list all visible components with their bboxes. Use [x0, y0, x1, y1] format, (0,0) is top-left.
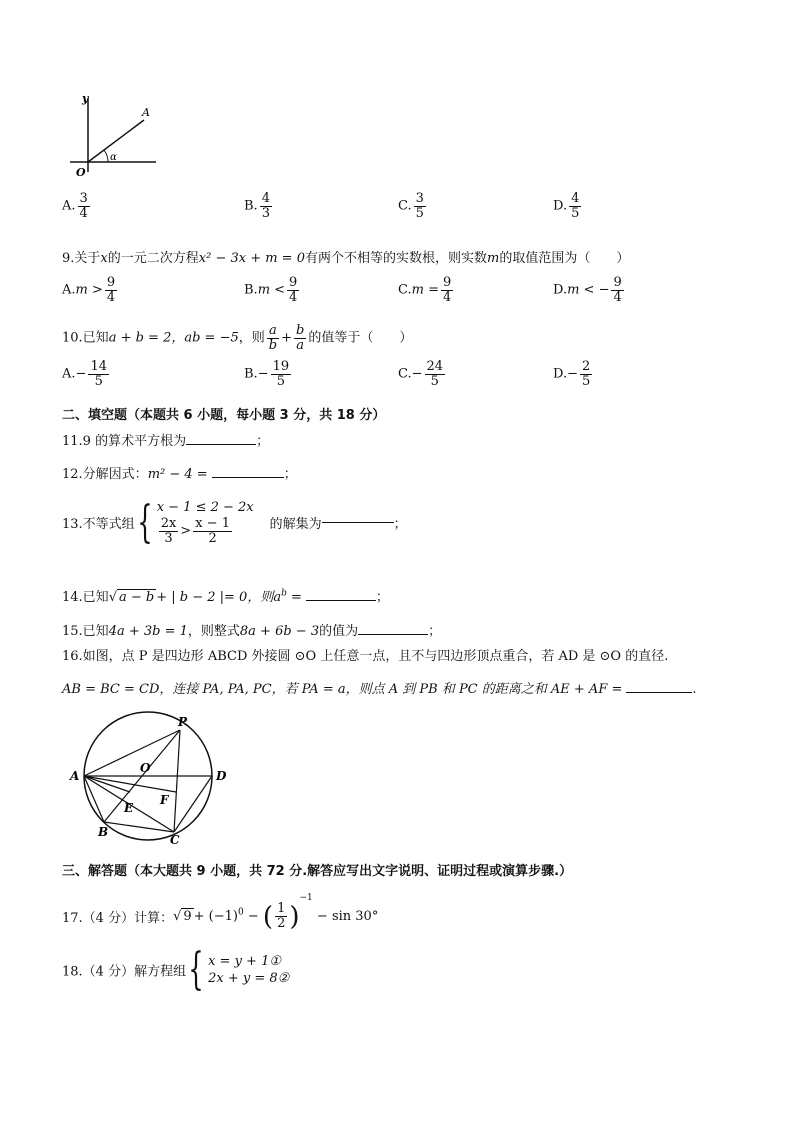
segment-cp — [174, 730, 180, 832]
label-b: B — [98, 825, 109, 839]
q9-option-c[interactable]: C.m = $\frac{9}{4}$ — [398, 275, 452, 305]
segment-ap — [84, 730, 180, 776]
q15-answer-blank[interactable] — [358, 634, 428, 635]
alpha-label: α — [110, 152, 117, 163]
label-o: O — [140, 761, 151, 775]
q11-answer-blank[interactable] — [186, 444, 256, 445]
q14-answer-blank[interactable] — [306, 600, 376, 601]
q13-answer-blank[interactable] — [322, 522, 394, 523]
circle-figure — [64, 712, 227, 847]
label-p: P — [178, 715, 188, 729]
section3-title: 三、解答题（本大题共 9 小题，共 72 分.解答应写出文字说明、证明过程或演算步骤.） — [62, 864, 573, 879]
q14: 14.已知√ a − b + | b − 2 |= 0，则$a^b$ = ； — [62, 588, 389, 605]
q8-option-c[interactable]: C. $\frac{3}{5}$ — [398, 191, 424, 221]
q8-option-b[interactable]: B. $\frac{4}{3}$ — [244, 191, 270, 221]
point-a-label: A — [142, 106, 150, 119]
q9-option-b[interactable]: B.m < $\frac{9}{4}$ — [244, 275, 298, 305]
q11: 11.9 的算术平方根为 ； — [62, 434, 270, 449]
q8-option-d[interactable]: D. $\frac{4}{5}$ — [553, 191, 580, 221]
q10-stem: 10.已知a + b = 2，ab = −5，则 $\frac{a}{b}$ + $\frac{b}{a}$ 的值等于（ ） — [62, 323, 413, 353]
q12: 12.分解因式：m² − 4 = ； — [62, 467, 297, 482]
q16-line1: 16.如图，点 P 是四边形 ABCD 外接圆 ⊙O 上任意一点，且不与四边形顶点重合，若 AD 是 ⊙O 的直径. — [62, 649, 669, 664]
q8-option-a[interactable]: A. $\frac{3}{4}$ — [62, 191, 88, 221]
q16-line2: AB = BC = CD，连接 PA, PA, PC，若 PA = a，则点 A 到 PB 和 PC 的距离之和 AE + AF = . — [62, 682, 697, 697]
label-a: A — [70, 769, 80, 783]
q15: 15.已知4a + 3b = 1，则整式8a + 6b − 3的值为 ； — [62, 624, 442, 639]
q13: 13.不等式组{ x − 1 ≤ 2 − 2x $\frac{2x}{3}$ > $\frac{x - 1}{2}$ 的解集为 ； — [62, 496, 407, 548]
q12-answer-blank[interactable] — [212, 477, 284, 478]
angle-arc — [104, 150, 108, 162]
q17: 17.（4 分）计算：√ $9 + (-1)^0$ − ( $\frac{1}{2}$ )$^{-1}$ − sin 30° — [62, 893, 379, 932]
q16-answer-blank[interactable] — [626, 692, 692, 693]
q9-option-d[interactable]: D.m < − $\frac{9}{4}$ — [553, 275, 622, 305]
q10-option-c[interactable]: C.− $\frac{24}{5}$ — [398, 359, 444, 389]
q9-option-a[interactable]: A.m > $\frac{9}{4}$ — [62, 275, 116, 305]
label-f: F — [160, 793, 169, 807]
label-d: D — [216, 769, 227, 783]
q18: 18.（4 分）解方程组{ x = y + 1① 2x + y = 8② — [62, 944, 290, 995]
segment-ae — [84, 776, 130, 792]
angle-graph — [60, 90, 170, 180]
q13-brace: { — [136, 496, 153, 548]
label-e: E — [124, 801, 134, 815]
q9-stem: 9.关于x的一元二次方程x² − 3x + m = 0有两个不相等的实数根，则实数m的取值范围为（ ） — [62, 251, 630, 266]
q18-brace: { — [188, 944, 204, 995]
y-axis-label: y — [82, 92, 89, 105]
q10-option-a[interactable]: A.− $\frac{14}{5}$ — [62, 359, 107, 389]
section2-title: 二、填空题（本题共 6 小题，每小题 3 分，共 18 分） — [62, 408, 386, 423]
q10-option-b[interactable]: B.− $\frac{19}{5}$ — [244, 359, 290, 389]
origin-label: O — [76, 166, 86, 179]
label-c: C — [170, 833, 180, 847]
q10-option-d[interactable]: D.− $\frac{2}{5}$ — [553, 359, 591, 389]
